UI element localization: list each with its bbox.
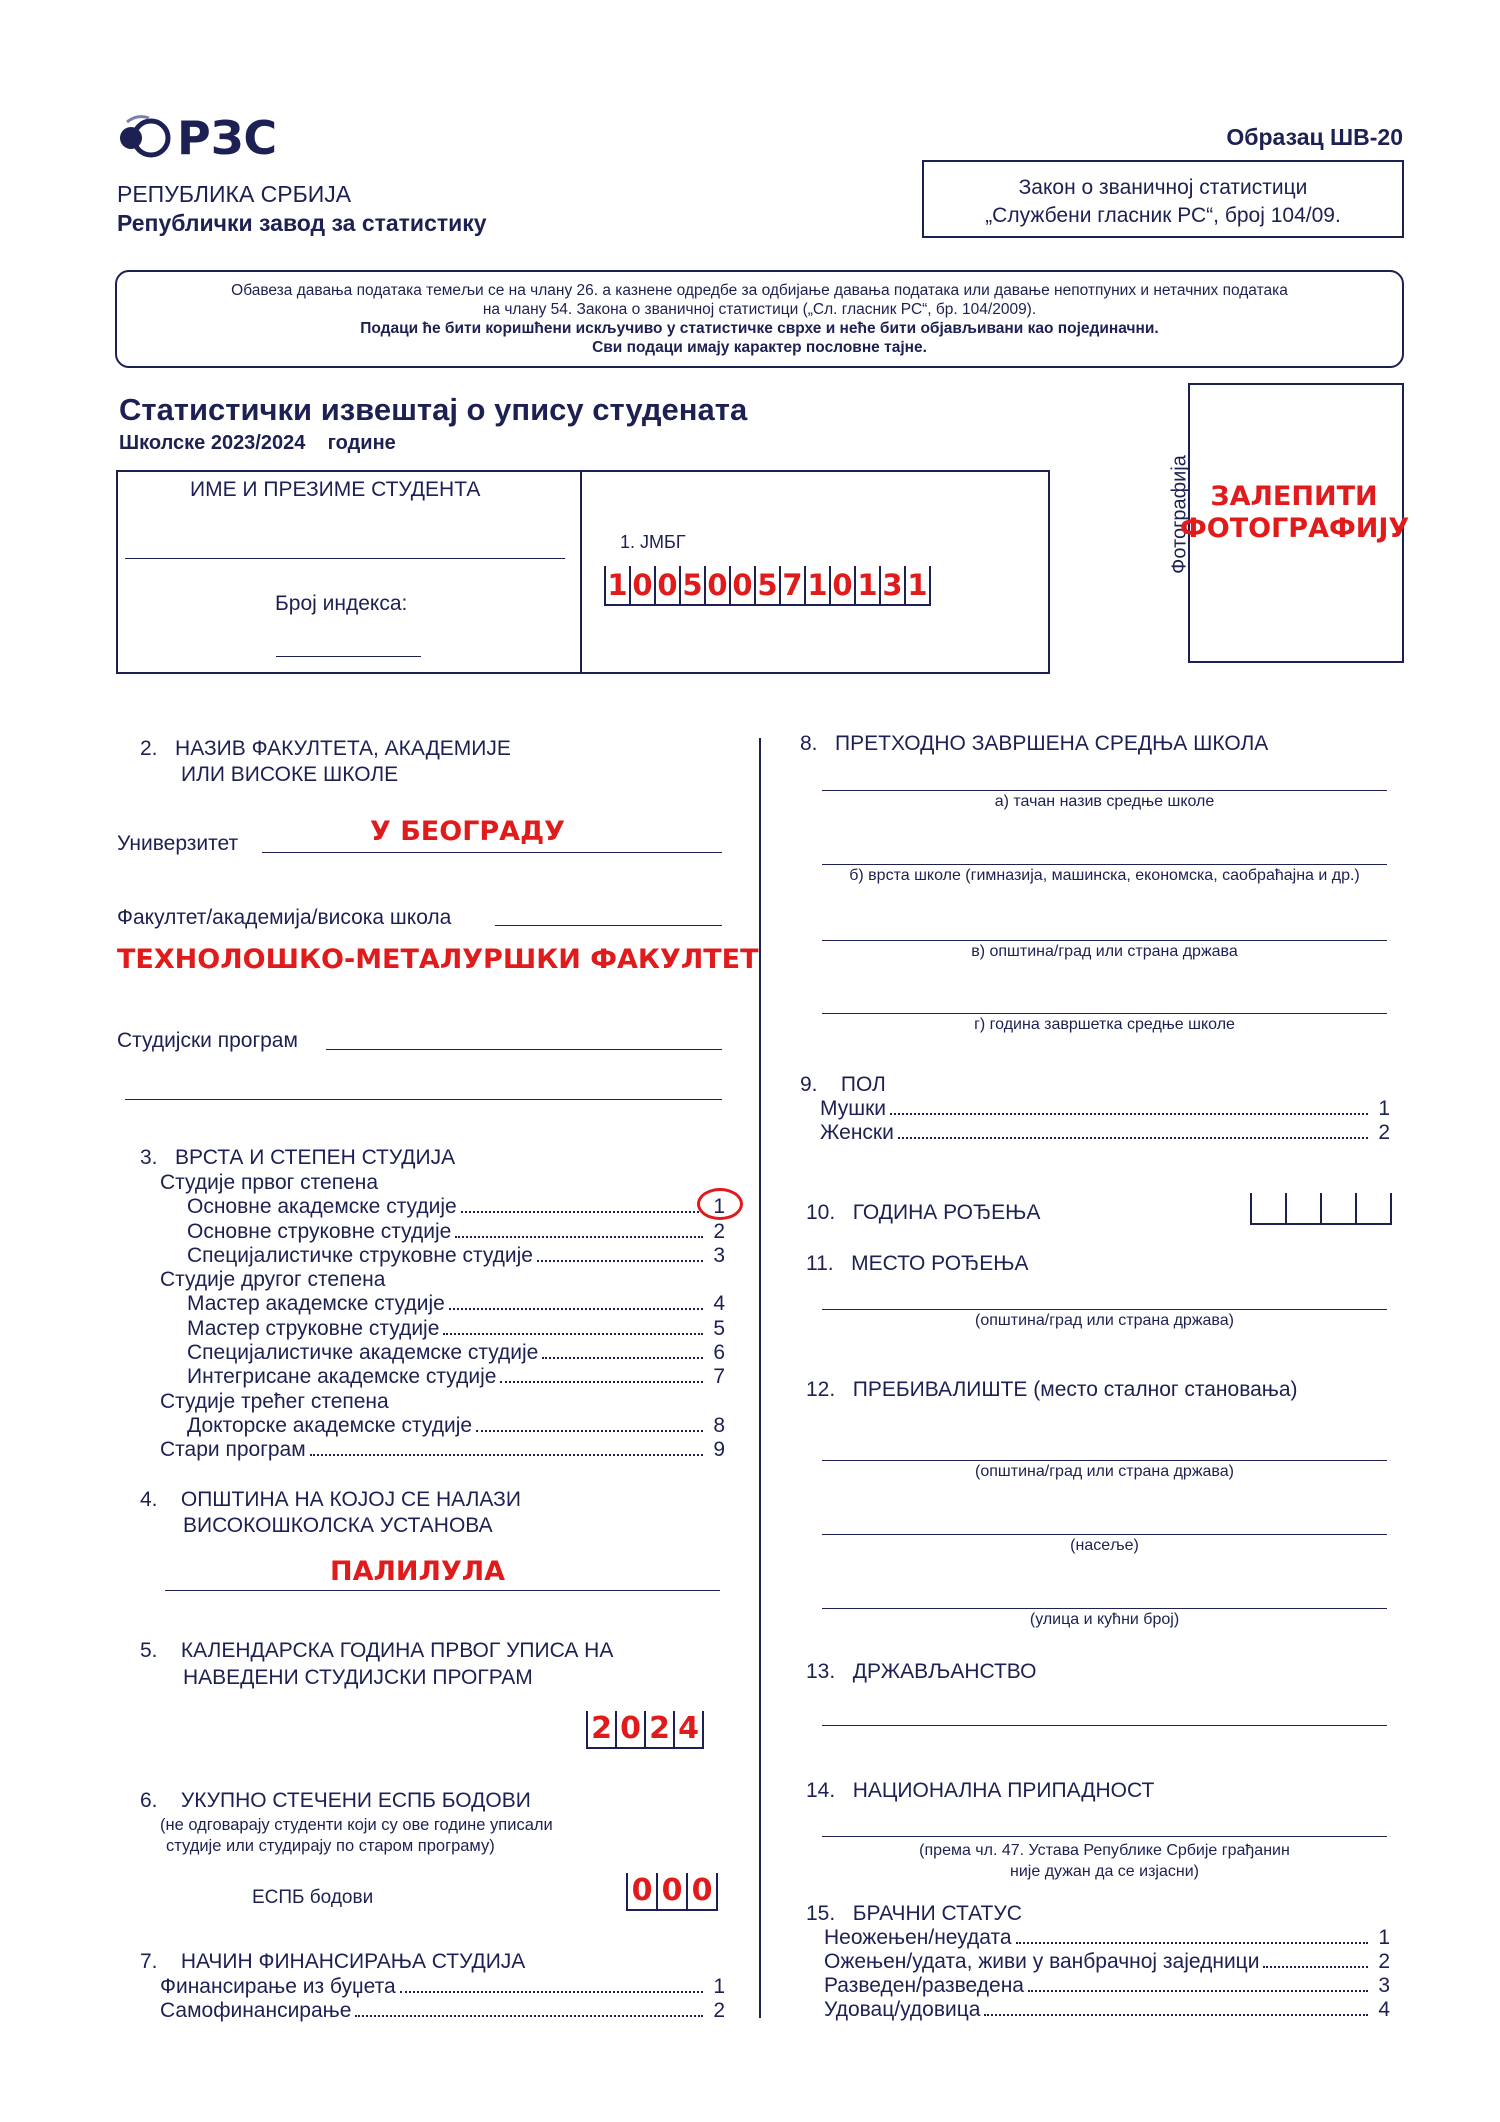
gender-option-label: Мушки bbox=[820, 1097, 886, 1120]
residence-street-field[interactable] bbox=[822, 1608, 1387, 1609]
faculty-value: ТЕХНОЛОШКО-МЕТАЛУРШКИ ФАКУЛТЕТ bbox=[117, 944, 759, 975]
gender-list bbox=[820, 1097, 1390, 1145]
study-type-option-label: Основне струковне студије bbox=[187, 1219, 452, 1243]
marital-status-option-label: Разведен/разведена bbox=[824, 1974, 1024, 1997]
q9-title bbox=[800, 1073, 886, 1097]
digit-cell[interactable]: 1 bbox=[804, 566, 829, 604]
school-name-field[interactable] bbox=[822, 790, 1387, 791]
school-type-field[interactable] bbox=[822, 864, 1387, 865]
study-type-option-label: Специјалистичке академске студије bbox=[187, 1341, 539, 1365]
gender-option[interactable] bbox=[820, 1121, 1390, 1145]
digit-cell[interactable]: 0 bbox=[656, 1873, 686, 1909]
university-label: Универзитет bbox=[117, 832, 239, 855]
q8-title-text: ПРЕТХОДНО ЗАВРШЕНА СРЕДЊА ШКОЛА bbox=[835, 732, 1269, 755]
digit-cell[interactable]: 0 bbox=[704, 566, 729, 604]
municipality-value: ПАЛИЛУЛА bbox=[330, 1556, 506, 1587]
marital-status-option-code: 2 bbox=[1378, 1950, 1390, 1973]
study-type-option-label: Студије трећег степена bbox=[160, 1389, 389, 1413]
school-name-caption: а) тачан назив средње школе bbox=[994, 793, 1215, 810]
study-type-option-code: 5 bbox=[713, 1316, 725, 1340]
column-separator bbox=[759, 738, 761, 2018]
digit-cell[interactable]: 2 bbox=[644, 1711, 673, 1747]
study-type-option-label: Специјалистичке струковне студије bbox=[187, 1243, 533, 1267]
study-type-option[interactable] bbox=[160, 1414, 725, 1438]
study-type-option-code: 9 bbox=[713, 1438, 725, 1462]
q6-number: 6. bbox=[140, 1789, 158, 1812]
birthplace-caption: (општина/град или страна држава) bbox=[975, 1312, 1234, 1329]
birth-year-field[interactable] bbox=[1250, 1193, 1392, 1225]
q5-number: 5. bbox=[140, 1639, 158, 1662]
study-type-option[interactable] bbox=[160, 1438, 725, 1462]
study-type-option-label: Мастер струковне студије bbox=[187, 1316, 440, 1340]
q2-number: 2. bbox=[140, 737, 158, 760]
form-code: Образац ШВ-20 bbox=[1226, 124, 1403, 150]
study-type-option[interactable] bbox=[160, 1365, 725, 1389]
dot-leader bbox=[1263, 1966, 1368, 1968]
q6-note-line-2: студије или студирају по старом програму) bbox=[166, 1837, 495, 1855]
marital-status-option-code: 1 bbox=[1378, 1926, 1390, 1949]
financing-option-code: 2 bbox=[713, 1999, 725, 2022]
q15-title bbox=[806, 1902, 1022, 1926]
notice-line-2: на члану 54. Закона о званичној статистици („Сл. гласник РС“, бр. 104/2009). bbox=[482, 301, 1037, 318]
university-field[interactable] bbox=[262, 852, 722, 853]
gender-option-code: 1 bbox=[1378, 1097, 1390, 1120]
institute-name: Републички завод за статистику bbox=[117, 210, 487, 236]
school-year-suffix: године bbox=[327, 432, 396, 454]
first-enrollment-year-field[interactable] bbox=[586, 1711, 704, 1749]
study-type-option-code: 6 bbox=[713, 1341, 725, 1365]
q14-note bbox=[822, 1840, 1387, 1882]
q11-title-text: МЕСТО РОЂЕЊА bbox=[851, 1252, 1029, 1275]
birthplace-field[interactable] bbox=[822, 1309, 1387, 1310]
residence-municipality-field[interactable] bbox=[822, 1460, 1387, 1461]
q14-title bbox=[806, 1779, 1154, 1803]
financing-option-label: Финансирање из буџета bbox=[160, 1975, 396, 1998]
school-year-value: Школске 2023/2024 bbox=[119, 432, 306, 454]
study-type-option-label: Докторске академске студије bbox=[187, 1413, 473, 1437]
dot-leader bbox=[898, 1137, 1368, 1139]
marital-status-option[interactable] bbox=[824, 1926, 1390, 1950]
dot-leader bbox=[542, 1357, 703, 1359]
study-type-option[interactable] bbox=[160, 1244, 725, 1268]
financing-option[interactable] bbox=[160, 1975, 725, 1999]
dot-leader bbox=[461, 1211, 703, 1213]
q2-title-line-2: ИЛИ ВИСОКЕ ШКОЛЕ bbox=[181, 763, 399, 786]
study-type-option-label: Интегрисане академске студије bbox=[187, 1365, 497, 1389]
study-type-option-label: Стари програм bbox=[160, 1438, 306, 1462]
digit-cell[interactable]: 4 bbox=[673, 1711, 704, 1747]
dot-leader bbox=[449, 1308, 703, 1310]
student-name-field[interactable] bbox=[125, 558, 565, 559]
q2-title bbox=[140, 736, 511, 788]
digit-cell[interactable]: 0 bbox=[729, 566, 754, 604]
digit-cell[interactable]: 0 bbox=[686, 1873, 718, 1909]
logo-text: РЗС bbox=[177, 111, 278, 165]
marital-status-option-label: Ожењен/удата, живи у ванбрачној заједници bbox=[824, 1950, 1260, 1973]
q4-title-line-2: ВИСОКОШКОЛСКА УСТАНОВА bbox=[183, 1514, 493, 1537]
selected-code-circle bbox=[697, 1188, 743, 1220]
study-type-option-code: 8 bbox=[713, 1413, 725, 1437]
dot-leader bbox=[355, 2015, 703, 2017]
jmbg-label: 1. ЈМБГ bbox=[620, 532, 686, 552]
q12-number: 12. bbox=[806, 1378, 836, 1401]
jmbg-field[interactable] bbox=[604, 566, 931, 606]
q7-title bbox=[140, 1950, 525, 1974]
q13-number: 13. bbox=[806, 1660, 836, 1683]
dot-leader bbox=[1028, 1990, 1368, 1992]
study-type-option-label: Мастер академске студије bbox=[187, 1292, 445, 1316]
school-municipality-field[interactable] bbox=[822, 940, 1387, 941]
notice-line-3: Подаци ће бити коришћени искључиво у статистичке сврхе и неће бити објављивани као појединачни. bbox=[360, 320, 1159, 337]
dot-leader bbox=[455, 1236, 703, 1238]
dot-leader bbox=[400, 1991, 703, 1993]
q15-number: 15. bbox=[806, 1902, 836, 1925]
study-type-option[interactable] bbox=[160, 1195, 725, 1219]
q2-title-line-1: НАЗИВ ФАКУЛТЕТА, АКАДЕМИЈЕ bbox=[175, 737, 511, 760]
digit-cell[interactable]: 0 bbox=[626, 1873, 656, 1909]
q6-title-text: УКУПНО СТЕЧЕНИ ЕСПБ БОДОВИ bbox=[180, 1789, 531, 1812]
municipality-field[interactable] bbox=[165, 1590, 720, 1591]
study-type-option-code: 1 bbox=[713, 1195, 725, 1219]
digit-cell[interactable]: 0 bbox=[829, 566, 854, 604]
law-line-1: Закон о званичној статистици bbox=[1018, 176, 1308, 199]
marital-status-option-code: 4 bbox=[1378, 1998, 1390, 2021]
legal-notice bbox=[115, 270, 1404, 368]
index-number-field[interactable] bbox=[276, 656, 421, 657]
financing-list bbox=[160, 1975, 725, 2023]
paste-photo-line-2: ФОТОГРАФИЈУ bbox=[1180, 513, 1410, 544]
school-year bbox=[119, 432, 396, 455]
q5-title bbox=[140, 1637, 613, 1691]
q6-note-line-1: (не одговарају студенти који су ове године уписали bbox=[160, 1816, 553, 1834]
q10-number: 10. bbox=[806, 1201, 836, 1224]
citizenship-field[interactable] bbox=[822, 1725, 1387, 1726]
dot-leader bbox=[984, 2014, 1368, 2016]
nationality-field[interactable] bbox=[822, 1836, 1387, 1837]
law-line-2: „Службени гласник РС“, број 104/09. bbox=[985, 204, 1341, 227]
digit-cell[interactable]: 0 bbox=[654, 566, 679, 604]
digit-cell[interactable]: 5 bbox=[754, 566, 779, 604]
student-box-divider bbox=[580, 470, 582, 672]
q11-number: 11. bbox=[806, 1252, 834, 1275]
q8-title bbox=[800, 732, 1268, 756]
q9-title-text: ПОЛ bbox=[840, 1073, 886, 1096]
q6-title bbox=[140, 1789, 531, 1813]
study-type-option-code: 4 bbox=[713, 1292, 725, 1316]
index-number-label: Број индекса: bbox=[275, 592, 408, 615]
ects-label: ЕСПБ бодови bbox=[252, 1887, 374, 1908]
q7-title-text: НАЧИН ФИНАНСИРАЊА СТУДИЈА bbox=[180, 1950, 526, 1973]
notice-line-1: Обавеза давања података темељи се на члану 26. а казнене одредбе за одбијање давања података или давање непотпуних и нетачних података bbox=[231, 282, 1288, 299]
study-type-option-code: 7 bbox=[713, 1365, 725, 1389]
ects-points-field[interactable] bbox=[626, 1873, 718, 1911]
q10-title-text: ГОДИНА РОЂЕЊА bbox=[852, 1201, 1041, 1224]
q14-note-line-1: (према чл. 47. Устава Републике Србије грађанин bbox=[919, 1842, 1290, 1859]
marital-status-option[interactable] bbox=[824, 1974, 1390, 1998]
study-type-option-code: 3 bbox=[713, 1243, 725, 1267]
study-type-option bbox=[160, 1171, 725, 1195]
dot-leader bbox=[890, 1113, 1368, 1115]
republic-name: РЕПУБЛИКА СРБИЈА bbox=[117, 181, 352, 207]
study-type-option[interactable] bbox=[160, 1292, 725, 1316]
residence-settlement-field[interactable] bbox=[822, 1534, 1387, 1535]
study-program-field-2[interactable] bbox=[125, 1099, 722, 1100]
q11-title bbox=[806, 1252, 1028, 1276]
gender-option-label: Женски bbox=[820, 1121, 894, 1144]
residence-municipality-caption: (општина/град или страна држава) bbox=[975, 1463, 1234, 1480]
dot-leader bbox=[537, 1260, 703, 1262]
photo-vertical-label: Фотографија bbox=[1168, 455, 1191, 574]
study-type-option[interactable] bbox=[160, 1341, 725, 1365]
dot-leader bbox=[443, 1333, 703, 1335]
study-type-list bbox=[160, 1171, 725, 1463]
digit-cell[interactable]: 1 bbox=[854, 566, 879, 604]
digit-cell[interactable]: 2 bbox=[586, 1711, 615, 1747]
dot-leader bbox=[310, 1454, 703, 1456]
q10-title bbox=[806, 1201, 1040, 1225]
q14-number: 14. bbox=[806, 1779, 836, 1802]
residence-settlement-caption: (насеље) bbox=[1070, 1537, 1139, 1554]
dot-leader bbox=[500, 1381, 703, 1383]
q14-note-line-2: није дужан да се изјасни) bbox=[1010, 1863, 1199, 1880]
q5-title-line-2: НАВЕДЕНИ СТУДИЈСКИ ПРОГРАМ bbox=[183, 1666, 533, 1689]
study-type-option-label: Основне академске студије bbox=[187, 1195, 457, 1219]
school-graduation-year-field[interactable] bbox=[822, 1013, 1387, 1014]
digit-cell[interactable]: 0 bbox=[629, 566, 654, 604]
q13-title bbox=[806, 1660, 1036, 1684]
study-type-option bbox=[160, 1268, 725, 1292]
digit-cell[interactable]: 5 bbox=[679, 566, 704, 604]
gender-option-code: 2 bbox=[1378, 1121, 1390, 1144]
school-graduation-year-caption: г) година завршетка средње школе bbox=[974, 1016, 1235, 1033]
q14-title-text: НАЦИОНАЛНА ПРИПАДНОСТ bbox=[852, 1779, 1155, 1802]
school-type-caption: б) врста школе (гимназија, машинска, економска, саобраћајна и др.) bbox=[849, 867, 1360, 884]
study-type-option-label: Студије другог степена bbox=[160, 1268, 386, 1292]
faculty-field[interactable] bbox=[495, 925, 722, 926]
study-program-label: Студијски програм bbox=[117, 1029, 298, 1052]
study-type-option-label: Студије првог степена bbox=[160, 1171, 379, 1194]
digit-cell[interactable]: 0 bbox=[615, 1711, 644, 1747]
gender-option[interactable] bbox=[820, 1097, 1390, 1121]
student-name-label: ИМЕ И ПРЕЗИМЕ СТУДЕНТА bbox=[190, 478, 481, 501]
q3-title-text: ВРСТА И СТЕПЕН СТУДИЈА bbox=[175, 1146, 456, 1169]
notice-line-4: Сви подаци имају карактер пословне тајне. bbox=[592, 339, 927, 356]
marital-status-option[interactable] bbox=[824, 1950, 1390, 1974]
q12-title-text: ПРЕБИВАЛИШТЕ (место сталног становања) bbox=[852, 1378, 1298, 1401]
paste-photo-line-1: ЗАЛЕПИТИ bbox=[1210, 481, 1378, 512]
marital-status-option-code: 3 bbox=[1378, 1974, 1390, 1997]
q8-number: 8. bbox=[800, 732, 818, 755]
law-box bbox=[922, 160, 1404, 238]
rzs-logo bbox=[117, 108, 307, 168]
digit-cell[interactable]: 3 bbox=[879, 566, 904, 604]
q15-title-text: БРАЧНИ СТАТУС bbox=[852, 1902, 1022, 1925]
financing-option-code: 1 bbox=[713, 1975, 725, 1998]
digit-cell[interactable]: 1 bbox=[604, 566, 629, 604]
faculty-label: Факултет/академија/висока школа bbox=[117, 906, 452, 929]
residence-street-caption: (улица и кућни број) bbox=[1029, 1611, 1180, 1628]
report-title: Статистички извештај о упису студената bbox=[119, 392, 748, 427]
digit-cell[interactable]: 1 bbox=[904, 566, 931, 604]
financing-option[interactable] bbox=[160, 1999, 725, 2023]
q13-title-text: ДРЖАВЉАНСТВО bbox=[852, 1660, 1037, 1683]
dot-leader bbox=[476, 1430, 703, 1432]
study-type-option bbox=[160, 1390, 725, 1414]
q12-title bbox=[806, 1378, 1298, 1402]
dot-leader bbox=[1016, 1942, 1368, 1944]
q3-title bbox=[140, 1146, 455, 1170]
q3-number: 3. bbox=[140, 1146, 158, 1169]
marital-status-option[interactable] bbox=[824, 1998, 1390, 2022]
study-program-field-1[interactable] bbox=[326, 1049, 722, 1050]
q4-number: 4. bbox=[140, 1488, 158, 1511]
digit-cell[interactable]: 7 bbox=[779, 566, 804, 604]
school-municipality-caption: в) општина/град или страна држава bbox=[971, 943, 1238, 960]
q7-number: 7. bbox=[140, 1950, 158, 1973]
study-type-option-code: 2 bbox=[713, 1219, 725, 1243]
marital-status-option-label: Удовац/удовица bbox=[824, 1998, 981, 2021]
marital-status-list bbox=[824, 1926, 1390, 2022]
study-type-option[interactable] bbox=[160, 1220, 725, 1244]
university-value: У БЕОГРАДУ bbox=[370, 816, 565, 847]
study-type-option[interactable] bbox=[160, 1317, 725, 1341]
marital-status-option-label: Неожењен/неудата bbox=[824, 1926, 1012, 1949]
q9-number: 9. bbox=[800, 1073, 818, 1096]
q6-note bbox=[160, 1815, 553, 1857]
q4-title-line-1: ОПШТИНА НА КОЈОЈ СЕ НАЛАЗИ bbox=[180, 1488, 521, 1511]
q4-title bbox=[140, 1487, 521, 1539]
financing-option-label: Самофинансирање bbox=[160, 1999, 352, 2022]
q5-title-line-1: КАЛЕНДАРСКА ГОДИНА ПРВОГ УПИСА НА bbox=[180, 1639, 614, 1662]
